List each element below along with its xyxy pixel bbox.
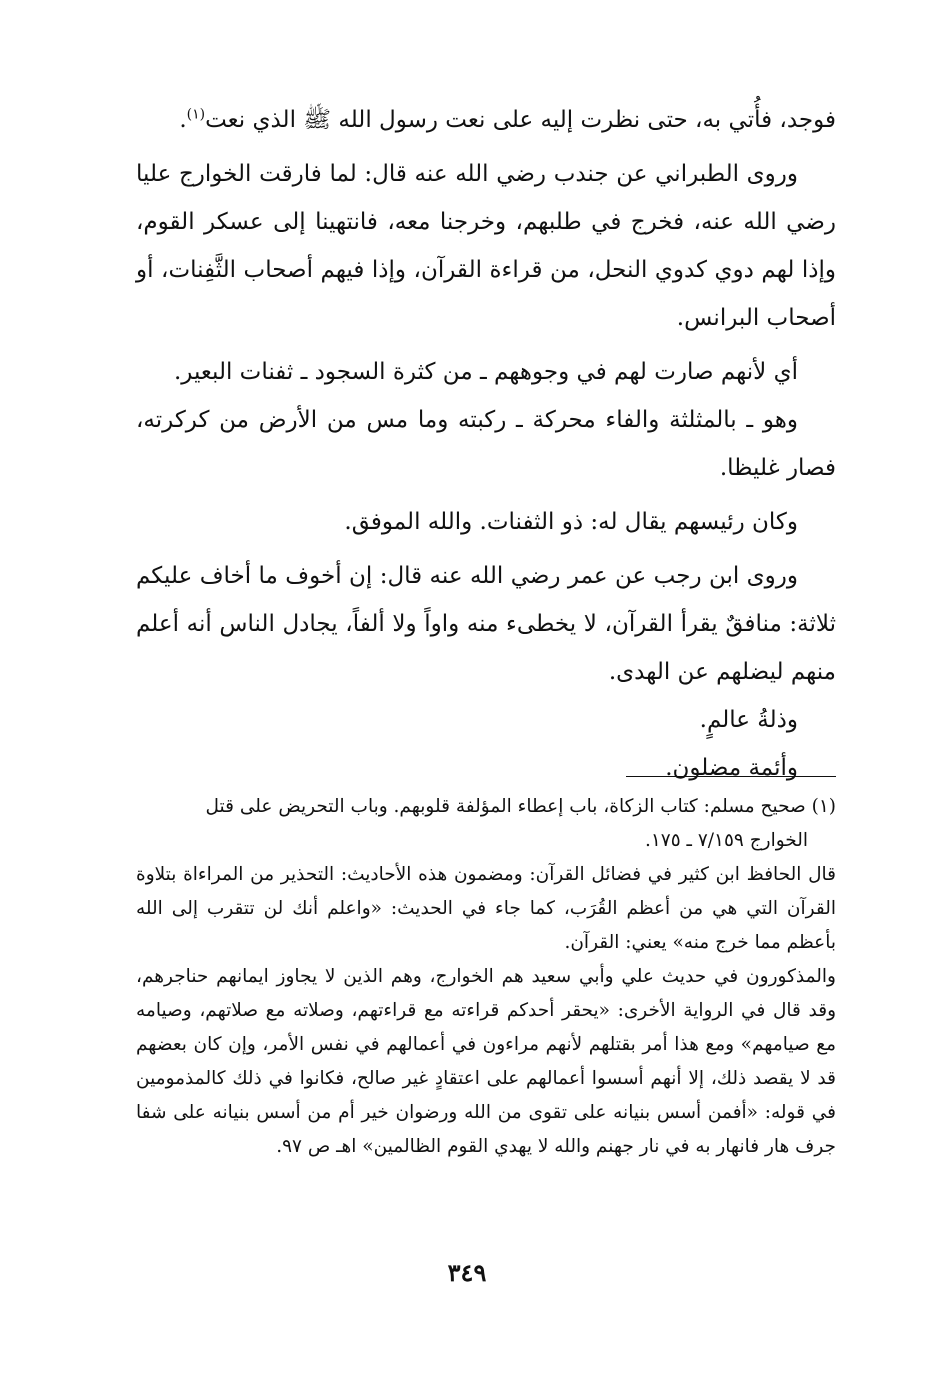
footnotes [136,790,836,1164]
paragraph [136,96,836,144]
paragraph: وأئمة مضلون. [665,755,798,781]
footnote-paragraph: والمذكورون في حديث علي وأبي سعيد هم الخوارج، وهم الذين لا يجاوز ايمانهم حناجرهم، وقد قال في الرواية الأخرى: «يحقر أحدكم قراءته مع قراءتهم، وصلاته مع صلاتهم، وصيامه مع صيامهم» ومع هذا أمر بقتلهم لأنهم مراءون في أعمالهم في نفس الأمر، وإن كان بعضهم قد لا يقصد ذلك، إلا أنهم أسسوا أعمالهم على اعتقادٍ غير صالح، فكانوا في ذلك كالمذمومين في قوله: «أفمن أسس بنيانه على تقوى من الله ورضوان خير أم من أسس بنيانه على شفا جرف هار فانهار به في نار جهنم والله لا يهدي القوم الظالمين» اهـ ص ٩٧. [136,966,836,1157]
paragraph: وروى ابن رجب عن عمر رضي الله عنه قال: إن أخوف ما أخاف عليكم ثلاثة: منافقٌ يقرأ القرآن، لا يخطىء منه واواً ولا ألفاً، يجادل الناس أنه أعلم منهم ليضلهم عن الهدى. [136,563,836,685]
paragraph: وذلةُ عالمٍ. [699,707,798,733]
footnote-reference: (١) [186,106,206,123]
footnote-paragraph: قال الحافظ ابن كثير في فضائل القرآن: ومضمون هذه الأحاديث: التحذير من المراءاة بتلاوة القرآن التي هي من أعظم القُرَب، كما جاء في الحديث: «واعلم أنك لن تتقرب إلى الله بأعظم مما خرج منه» يعني: القرآن. [136,864,836,953]
paragraph: وهو ـ بالمثلثة والفاء محركة ـ ركبته وما مس من الأرض من كركرته، فصار غليظا. [136,407,836,481]
paragraph-text: فوجد، فأُتي به، حتى نظرت إليه على نعت رسول الله ﷺ الذي نعت [205,107,836,133]
footnote-line: (١) صحيح مسلم: كتاب الزكاة، باب إعطاء المؤلفة قلوبهم. وباب التحريض على قتل [205,796,836,817]
footnote-line: الخوارج ٧/١٥٩ ـ ١٧٥. [644,830,808,851]
footnote-separator [626,776,836,777]
paragraph-end: . [179,107,187,133]
paragraph: وروى الطبراني عن جندب رضي الله عنه قال: لما فارقت الخوارج عليا رضي الله عنه، فخرج في طلبهم، وخرجنا معه، فانتهينا إلى عسكر القوم، وإذا لهم دوي كدوي النحل، من قراءة القرآن، وإذا فيهم أصحاب الثَّفِنات، أو أصحاب البرانس. [136,161,836,331]
paragraph: أي لأنهم صارت لهم في وجوههم ـ من كثرة السجود ـ ثفنات البعير. [173,359,798,385]
main-text [136,96,836,792]
paragraph: وكان رئيسهم يقال له: ذو الثفنات. والله الموفق. [344,509,798,535]
page-number: ٣٤٩ [447,1258,487,1287]
